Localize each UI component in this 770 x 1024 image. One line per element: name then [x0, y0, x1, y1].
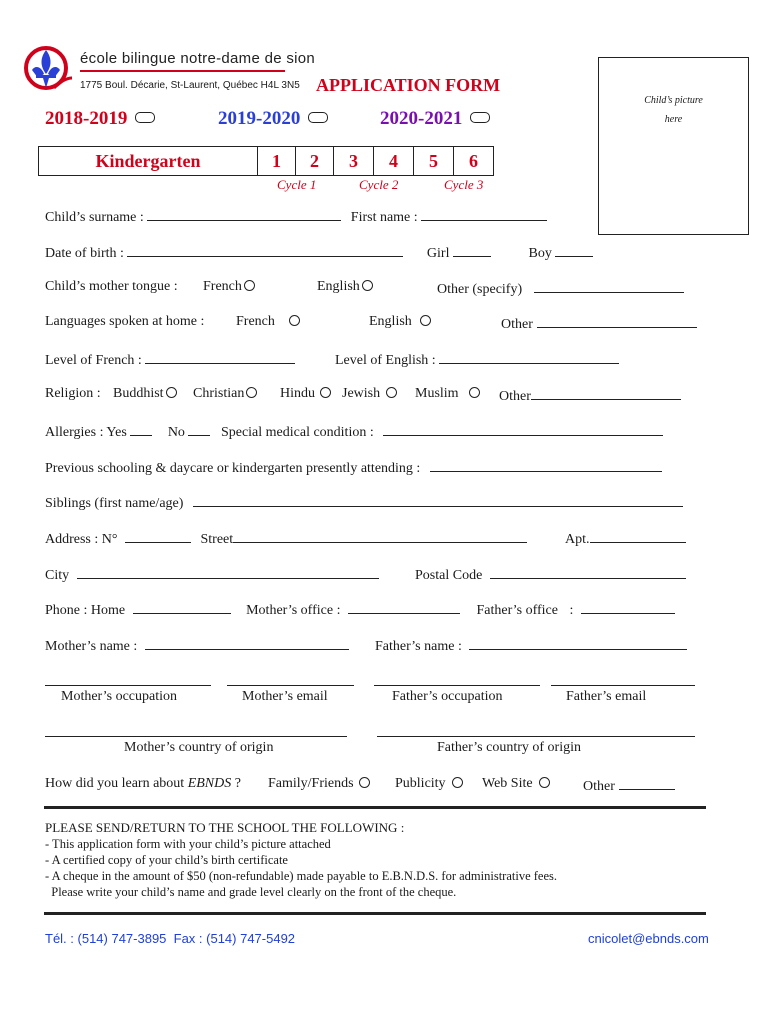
religion-other-option	[499, 386, 681, 405]
cycle-1-label: Cycle 1	[277, 177, 317, 192]
instructions-top-rule	[44, 806, 706, 809]
religion-buddhist-label: Buddhist	[113, 386, 164, 401]
fathers-email-label: Father’s email	[566, 689, 647, 704]
level-french-input[interactable]	[145, 350, 295, 364]
religion-muslim-label: Muslim	[415, 386, 459, 401]
street-label: Street	[200, 532, 234, 547]
religion-jewish-label: Jewish	[342, 386, 381, 401]
lh-english-label: English	[369, 314, 412, 329]
school-name: école bilingue notre-dame de sion	[80, 50, 316, 67]
school-logo	[24, 44, 74, 97]
year-checkbox-2019[interactable]	[308, 112, 328, 123]
year-option-2020[interactable]	[380, 108, 490, 130]
learn-publicity-option[interactable]	[395, 776, 463, 792]
mothers-country-label: Mother’s country of origin	[124, 740, 274, 755]
photo-box-line2: here	[664, 114, 683, 125]
learn-family-option[interactable]	[268, 776, 370, 792]
grade-5[interactable]: 5	[413, 147, 453, 175]
surname-label: Child’s surname :	[45, 210, 144, 225]
footer-email-link[interactable]: cnicolet@ebnds.com	[588, 931, 709, 946]
grade-1[interactable]: 1	[257, 147, 295, 175]
fathers-office-colon: :	[569, 603, 574, 618]
learn-about-label	[45, 776, 241, 792]
learn-about-suffix: ?	[231, 776, 241, 791]
dob-row	[45, 243, 593, 262]
instructions-heading: PLEASE SEND/RETURN TO THE SCHOOL THE FOLLOWING :	[45, 820, 405, 835]
mothers-name-row	[45, 636, 349, 655]
lh-french-option[interactable]	[236, 314, 300, 330]
grade-2[interactable]: 2	[295, 147, 333, 175]
fathers-occupation-label: Father’s occupation	[392, 689, 503, 704]
boy-input[interactable]	[555, 243, 593, 257]
phone-row	[45, 600, 675, 619]
religion-buddhist-radio[interactable]	[166, 387, 177, 398]
level-english-label: Level of English :	[335, 353, 436, 368]
learn-publicity-radio[interactable]	[452, 777, 463, 788]
lh-french-label: French	[236, 314, 275, 329]
fathers-country-input[interactable]	[377, 736, 695, 737]
postal-code-input[interactable]	[490, 565, 686, 579]
grade-table	[38, 146, 494, 176]
allergies-no-input[interactable]	[188, 422, 210, 436]
siblings-row	[45, 493, 683, 512]
languages-home-label: Languages spoken at home :	[45, 314, 205, 329]
mt-other-label: Other (specify)	[437, 282, 523, 297]
religion-christian-radio[interactable]	[246, 387, 257, 398]
year-checkbox-2018[interactable]	[135, 112, 155, 123]
apt-input[interactable]	[590, 529, 686, 543]
city-label: City	[45, 568, 70, 583]
medical-label: Special medical condition :	[220, 425, 374, 440]
allergies-no-label: No	[167, 425, 185, 440]
learn-about-name: EBNDS	[187, 776, 232, 791]
address-no-label: Address : N°	[45, 532, 118, 547]
fathers-occupation-input[interactable]	[374, 685, 540, 686]
mothers-country-input[interactable]	[45, 736, 347, 737]
previous-schooling-row	[45, 458, 662, 477]
religion-hindu-label: Hindu	[280, 386, 315, 401]
learn-about-prefix: How did you learn about	[45, 776, 188, 791]
religion-hindu-radio[interactable]	[320, 387, 331, 398]
surname-input[interactable]	[147, 207, 341, 221]
mothers-name-label: Mother’s name :	[45, 639, 138, 654]
lh-english-radio[interactable]	[420, 315, 431, 326]
dob-label: Date of birth :	[45, 246, 124, 261]
photo-box-line1: Child’s picture	[644, 95, 703, 106]
cycle-2-label: Cycle 2	[359, 177, 399, 192]
mt-french-option[interactable]	[203, 279, 255, 295]
fathers-office-input[interactable]	[581, 600, 675, 614]
previous-schooling-label: Previous schooling & daycare or kindergarten presently attending :	[45, 461, 421, 476]
allergies-row	[45, 422, 663, 441]
first-name-label: First name :	[350, 210, 418, 225]
lh-other-option	[501, 314, 697, 333]
apt-label: Apt.	[565, 532, 590, 547]
girl-input[interactable]	[453, 243, 491, 257]
previous-schooling-input[interactable]	[430, 458, 662, 472]
mothers-email-label: Mother’s email	[242, 689, 328, 704]
allergies-yes-input[interactable]	[130, 422, 152, 436]
apt-row	[565, 529, 686, 548]
religion-muslim-radio[interactable]	[469, 387, 480, 398]
religion-other-input[interactable]	[531, 386, 681, 400]
street-input[interactable]	[233, 529, 527, 543]
mt-french-radio[interactable]	[244, 280, 255, 291]
instruction-item-2: - A certified copy of your child’s birth certificate	[45, 853, 288, 867]
mothers-occupation-input[interactable]	[45, 685, 211, 686]
instruction-item-4: Please write your child’s name and grade level clearly on the front of the cheque.	[45, 885, 457, 899]
lh-other-label: Other	[501, 317, 533, 332]
postal-code-row	[415, 565, 686, 584]
level-french-label: Level of French :	[45, 353, 142, 368]
mothers-occupation-label: Mother’s occupation	[61, 689, 177, 704]
year-label-2020: 2020-2021	[380, 108, 463, 129]
lh-english-option[interactable]	[369, 314, 431, 330]
learn-publicity-label: Publicity	[395, 776, 446, 791]
dob-input[interactable]	[127, 243, 403, 257]
surname-row	[45, 207, 547, 226]
year-checkbox-2020[interactable]	[470, 112, 490, 123]
learn-other-input[interactable]	[619, 776, 675, 790]
religion-jewish-option[interactable]	[342, 386, 397, 402]
phone-home-input[interactable]	[133, 600, 231, 614]
fleur-de-lis-logo-icon	[24, 44, 74, 92]
school-name-rule	[80, 70, 285, 72]
fathers-name-input[interactable]	[469, 636, 687, 650]
lh-french-radio[interactable]	[289, 315, 300, 326]
religion-label: Religion :	[45, 386, 101, 401]
instruction-item-1: - This application form with your child’s picture attached	[45, 837, 331, 851]
boy-label: Boy	[528, 246, 552, 261]
learn-other-label: Other	[583, 779, 615, 794]
cycle-3-label: Cycle 3	[444, 177, 484, 192]
learn-family-label: Family/Friends	[268, 776, 354, 791]
girl-label: Girl	[426, 246, 450, 261]
mother-tongue-label: Child’s mother tongue :	[45, 279, 178, 294]
fathers-country-label: Father’s country of origin	[437, 740, 581, 755]
fathers-name-label: Father’s name :	[375, 639, 462, 654]
religion-christian-option[interactable]	[193, 386, 257, 402]
religion-muslim-option[interactable]	[415, 386, 480, 402]
grade-3[interactable]: 3	[333, 147, 373, 175]
learn-other-option	[583, 776, 675, 795]
religion-hindu-option[interactable]	[280, 386, 331, 402]
grade-kindergarten[interactable]: Kindergarten	[95, 150, 201, 171]
religion-christian-label: Christian	[193, 386, 245, 401]
mothers-office-label: Mother’s office :	[246, 603, 341, 618]
learn-website-option[interactable]	[482, 776, 550, 792]
grade-4[interactable]: 4	[373, 147, 413, 175]
mt-english-option[interactable]	[317, 279, 373, 295]
siblings-label: Siblings (first name/age)	[45, 496, 184, 511]
mt-other-input[interactable]	[534, 279, 684, 293]
lh-other-input[interactable]	[537, 314, 697, 328]
religion-buddhist-option[interactable]	[113, 386, 177, 402]
mt-other-option	[437, 279, 684, 298]
mt-english-radio[interactable]	[362, 280, 373, 291]
grade-6[interactable]: 6	[453, 147, 493, 175]
level-english-row	[335, 350, 619, 369]
mt-french-label: French	[203, 279, 242, 294]
mothers-email-input[interactable]	[227, 685, 354, 686]
year-label-2019: 2019-2020	[218, 108, 301, 129]
city-input[interactable]	[77, 565, 379, 579]
fathers-office-label: Father’s office	[476, 603, 558, 618]
religion-jewish-radio[interactable]	[386, 387, 397, 398]
year-option-2019[interactable]	[218, 108, 328, 130]
learn-website-radio[interactable]	[539, 777, 550, 788]
medical-input[interactable]	[383, 422, 663, 436]
footer-phone-fax: Tél. : (514) 747-3895 Fax : (514) 747-5492	[45, 931, 296, 946]
address-no-input[interactable]	[125, 529, 191, 543]
mothers-name-input[interactable]	[145, 636, 349, 650]
year-option-2018[interactable]	[45, 108, 155, 130]
siblings-input[interactable]	[193, 493, 683, 507]
level-french-row	[45, 350, 295, 369]
fathers-email-input[interactable]	[551, 685, 695, 686]
school-address: 1775 Boul. Décarie, St-Laurent, Québec H4L 3N5	[80, 80, 300, 91]
fathers-name-row	[375, 636, 687, 655]
city-row	[45, 565, 379, 584]
mothers-office-input[interactable]	[348, 600, 460, 614]
postal-code-label: Postal Code	[415, 568, 483, 583]
mt-english-label: English	[317, 279, 360, 294]
year-label-2018: 2018-2019	[45, 108, 128, 129]
instructions-bottom-rule	[44, 912, 706, 915]
learn-family-radio[interactable]	[359, 777, 370, 788]
level-english-input[interactable]	[439, 350, 619, 364]
instruction-item-3: - A cheque in the amount of $50 (non-refundable) made payable to E.B.N.D.S. for administrative fees.	[45, 869, 558, 883]
allergies-yes-label: Allergies : Yes	[45, 425, 127, 440]
photo-box[interactable]	[598, 57, 749, 235]
address-row	[45, 529, 527, 548]
learn-website-label: Web Site	[482, 776, 533, 791]
phone-home-label: Phone : Home	[45, 603, 126, 618]
religion-other-label: Other	[499, 389, 531, 404]
first-name-input[interactable]	[421, 207, 547, 221]
form-title: APPLICATION FORM	[316, 75, 501, 95]
